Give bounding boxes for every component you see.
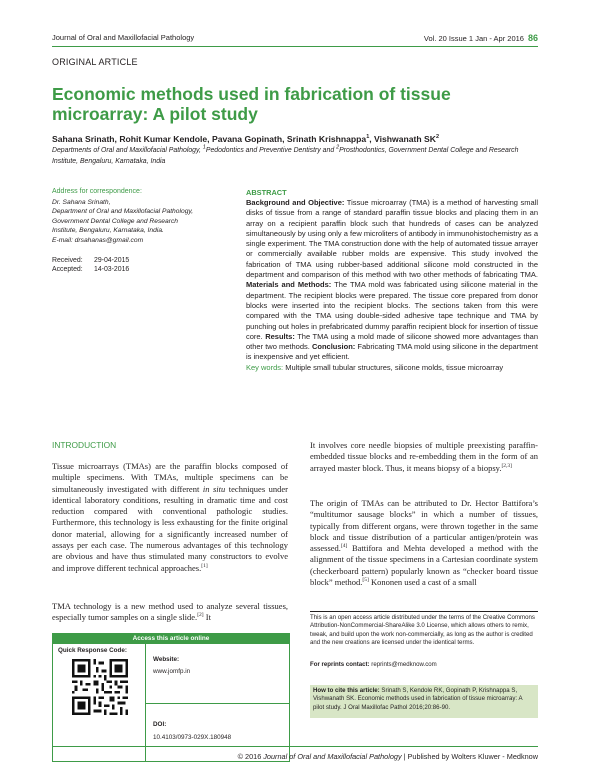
- correspondence-address: [52, 198, 232, 245]
- cite-text: Srinath S, Kendole RK, Gopinath P, Krishnappa S, Vishwanath SK. Economic methods used in fabrication of tissue microarray: A pilot study. J Oral Maxillofac Pathol 2016;20:86-90.: [313, 687, 523, 711]
- author-sup-1: 1: [366, 134, 370, 141]
- accepted-label: Accepted:: [52, 266, 83, 274]
- issue-info: [424, 33, 538, 43]
- correspondence-line: Department of Oral and Maxillofacial Pathology,: [52, 208, 194, 216]
- footer: [52, 752, 538, 761]
- methods-text: The TMA mold was fabricated using silicone material in the department. The recipient blocks were prepared. The tissue core prepared from donor blocks were inserted into the recipient blocks. The sections taken from this were compared with the TMA using double-sided adhesive tape technique and TMA by punching out holes in prefabricated dummy paraffin recipient block for insertion of tissue core.: [246, 280, 538, 341]
- intro-p2-text-a: TMA technology is a new method used to analyze several tissues, especially tumor samples on a single slide.: [52, 601, 288, 623]
- intro-paragraph-2-start: [52, 601, 288, 624]
- intro-p1-text-b: techniques under identical laboratory conditions, resulting in dramatic time and cost reduction compared with conventional pathologic studies. Furthermore, this technology is less exhausting for the finite original donor material, allowing for a significantly increased number of assays per each case. The numerous advantages of this technology are obvious and have thus stimulated many constructors to evolve and improve different technical approaches.: [52, 483, 289, 573]
- background-heading: Background and Objective:: [246, 198, 345, 207]
- footer-rule: [52, 746, 538, 747]
- correspondence-line: Dr. Sahana Srinath,: [52, 199, 111, 206]
- reprints-email[interactable]: reprints@medknow.com: [369, 661, 437, 668]
- accepted-row: [52, 265, 129, 274]
- correspondence-line: Government Dental College and Research: [52, 217, 179, 225]
- footer-copyright: © 2016: [237, 752, 264, 761]
- citation-ref[interactable]: [1]: [201, 562, 208, 569]
- abstract-label: ABSTRACT: [246, 188, 287, 197]
- reprints-contact: [310, 661, 437, 668]
- results-text: The TMA using a mold made of silicone showed more advantages than other two methods.: [246, 331, 538, 352]
- intro-p1-text-a: Tissue microarrays (TMAs) are the paraffin blocks composed of multiple specimens. With TMAs, multiple specimens can be simultaneously investigated with different: [52, 461, 288, 494]
- access-article-box: [52, 633, 290, 762]
- citation-ref[interactable]: [5]: [362, 577, 369, 584]
- introduction-heading: INTRODUCTION: [52, 440, 117, 450]
- qr-code-icon[interactable]: [72, 659, 128, 715]
- license-notice: This is an open access article distributed under the terms of the Creative Commons Attribution-NonCommercial-ShareAlike 3.0 License, which allows others to remix, tweak, and build upon the work non-commercially, as long as the author is credited and the new creations are licensed under the identical terms.: [310, 614, 535, 647]
- citation-ref[interactable]: [2,3]: [501, 462, 512, 469]
- conclusion-heading: Conclusion:: [309, 342, 356, 352]
- cite-label: How to cite this article:: [313, 687, 380, 694]
- header-rule: [52, 46, 538, 47]
- author-sup-2: 2: [435, 134, 440, 141]
- correspondence-email: E-mail: drsahanas@gmail.com: [52, 236, 144, 244]
- intro-p2-continued-marker: It: [203, 612, 211, 623]
- affiliation-sup-2: 2: [336, 144, 340, 151]
- intro-p3-text-b: Battifora and Mehta developed a method with the alignment of the tissue specimens in a Cartesian coordinate system (checkerboard pattern) popularly known as “checker board tissue block” method.: [310, 543, 538, 588]
- intro-paragraph-2-end: [310, 440, 538, 474]
- doi-link[interactable]: 10.4103/0973-029X.180948: [153, 734, 232, 741]
- license-rule: [310, 611, 538, 612]
- accepted-date: 14-03-2016: [94, 266, 130, 274]
- issue-label: Vol. 20 Issue 1 Jan - Apr 2016: [423, 34, 524, 43]
- qr-label: Quick Response Code:: [58, 647, 127, 654]
- article-type: ORIGINAL ARTICLE: [52, 57, 138, 67]
- affiliation-part-3: Prosthodontics, Government Dental College and Research Institute, Bengaluru, Karnataka, India: [52, 147, 519, 165]
- intro-p3-text-a: The origin of TMAs can be attributed to Dr. Hector Battifora’s “multitumor sausage blocks” in which a number of tissues, typically from different organs, were thrown together in the same block and tissue distribution of a particular antigen/protein was assessed.: [310, 498, 538, 554]
- journal-name: Journal of Oral and Maxillofacial Pathology: [52, 33, 195, 42]
- website-label: Website:: [153, 656, 180, 663]
- intro-paragraph-3: [310, 498, 538, 588]
- reprints-label: For reprints contact:: [310, 661, 370, 668]
- author-names: Sahana Srinath, Rohit Kumar Kendole, Pavana Gopinath, Srinath Krishnappa: [52, 134, 367, 144]
- access-box-header: Access this article online: [53, 634, 289, 644]
- affiliations: [52, 146, 537, 167]
- author-separator: ,: [369, 134, 375, 144]
- received-label: Received:: [52, 257, 83, 264]
- keywords-label: Key words:: [246, 362, 284, 372]
- citation-ref[interactable]: [4]: [340, 543, 348, 550]
- background-text: Tissue microarray (TMA) is a method of harvesting small disks of tissue from a range of standard paraffin tissue blocks and placing them in an array on a recipient paraffin block such that hundreds of cases can be analyzed simultaneously by using only a few microliters of antibody in immunohistochemistry as a single experiment. The TMA construction done with the help of automated tissue arrayer or commercially available rubber molds are expensive. This study involved the fabrication of TMA using rubber-based additional silicone mold constructed in the department and comparison of this method with two other methods of fabricating TMA.: [246, 198, 538, 280]
- access-box-divider: [145, 703, 289, 704]
- results-heading: Results:: [262, 331, 295, 341]
- last-author: Vishwanath SK: [374, 134, 436, 144]
- author-list: [52, 134, 439, 144]
- page-number: 86: [527, 33, 538, 43]
- affiliation-part-2: Pedodontics and Preventive Dentistry and: [205, 147, 337, 154]
- conclusion-text: Fabricating TMA mold using silicone in the department is inexpensive and yet efficient.: [246, 342, 538, 362]
- intro-paragraph-1: [52, 461, 288, 574]
- cite-box: [310, 685, 538, 718]
- doi-label: DOI:: [153, 721, 167, 728]
- citation-ref[interactable]: [2]: [197, 612, 204, 619]
- footer-journal: Journal of Oral and Maxillofacial Pathology: [263, 752, 402, 761]
- intro-p3-text-c: Kononen used a cast of a small: [368, 577, 477, 588]
- received-row: [52, 256, 129, 265]
- correspondence-label: Address for correspondence:: [52, 188, 142, 195]
- footer-publisher: | Published by Wolters Kluwer - Medknow: [401, 752, 538, 761]
- website-link[interactable]: www.jomfp.in: [153, 668, 191, 675]
- keywords: Multiple small tubular structures, silicone molds, tissue microarray: [283, 362, 504, 372]
- dates: [52, 256, 129, 275]
- received-date: 29-04-2015: [94, 257, 130, 264]
- intro-p2-text-b: It involves core needle biopsies of multiple preexisting paraffin-embedded tissue blocks and re-embedding them in the form of an arrayed master block. Thus, it means biopsy of a biopsy.: [310, 440, 538, 473]
- intro-p1-italic: in situ: [202, 483, 226, 494]
- correspondence-line: Institute, Bengaluru, Karnataka, India.: [52, 227, 164, 235]
- affiliation-sup-1: 1: [202, 144, 206, 151]
- affiliation-part-1: Departments of Oral and Maxillofacial Pathology,: [52, 147, 203, 154]
- article-title: Economic methods used in fabrication of tissue microarray: A pilot study: [52, 84, 451, 124]
- methods-heading: Materials and Methods:: [246, 280, 332, 290]
- abstract-body: [246, 198, 538, 373]
